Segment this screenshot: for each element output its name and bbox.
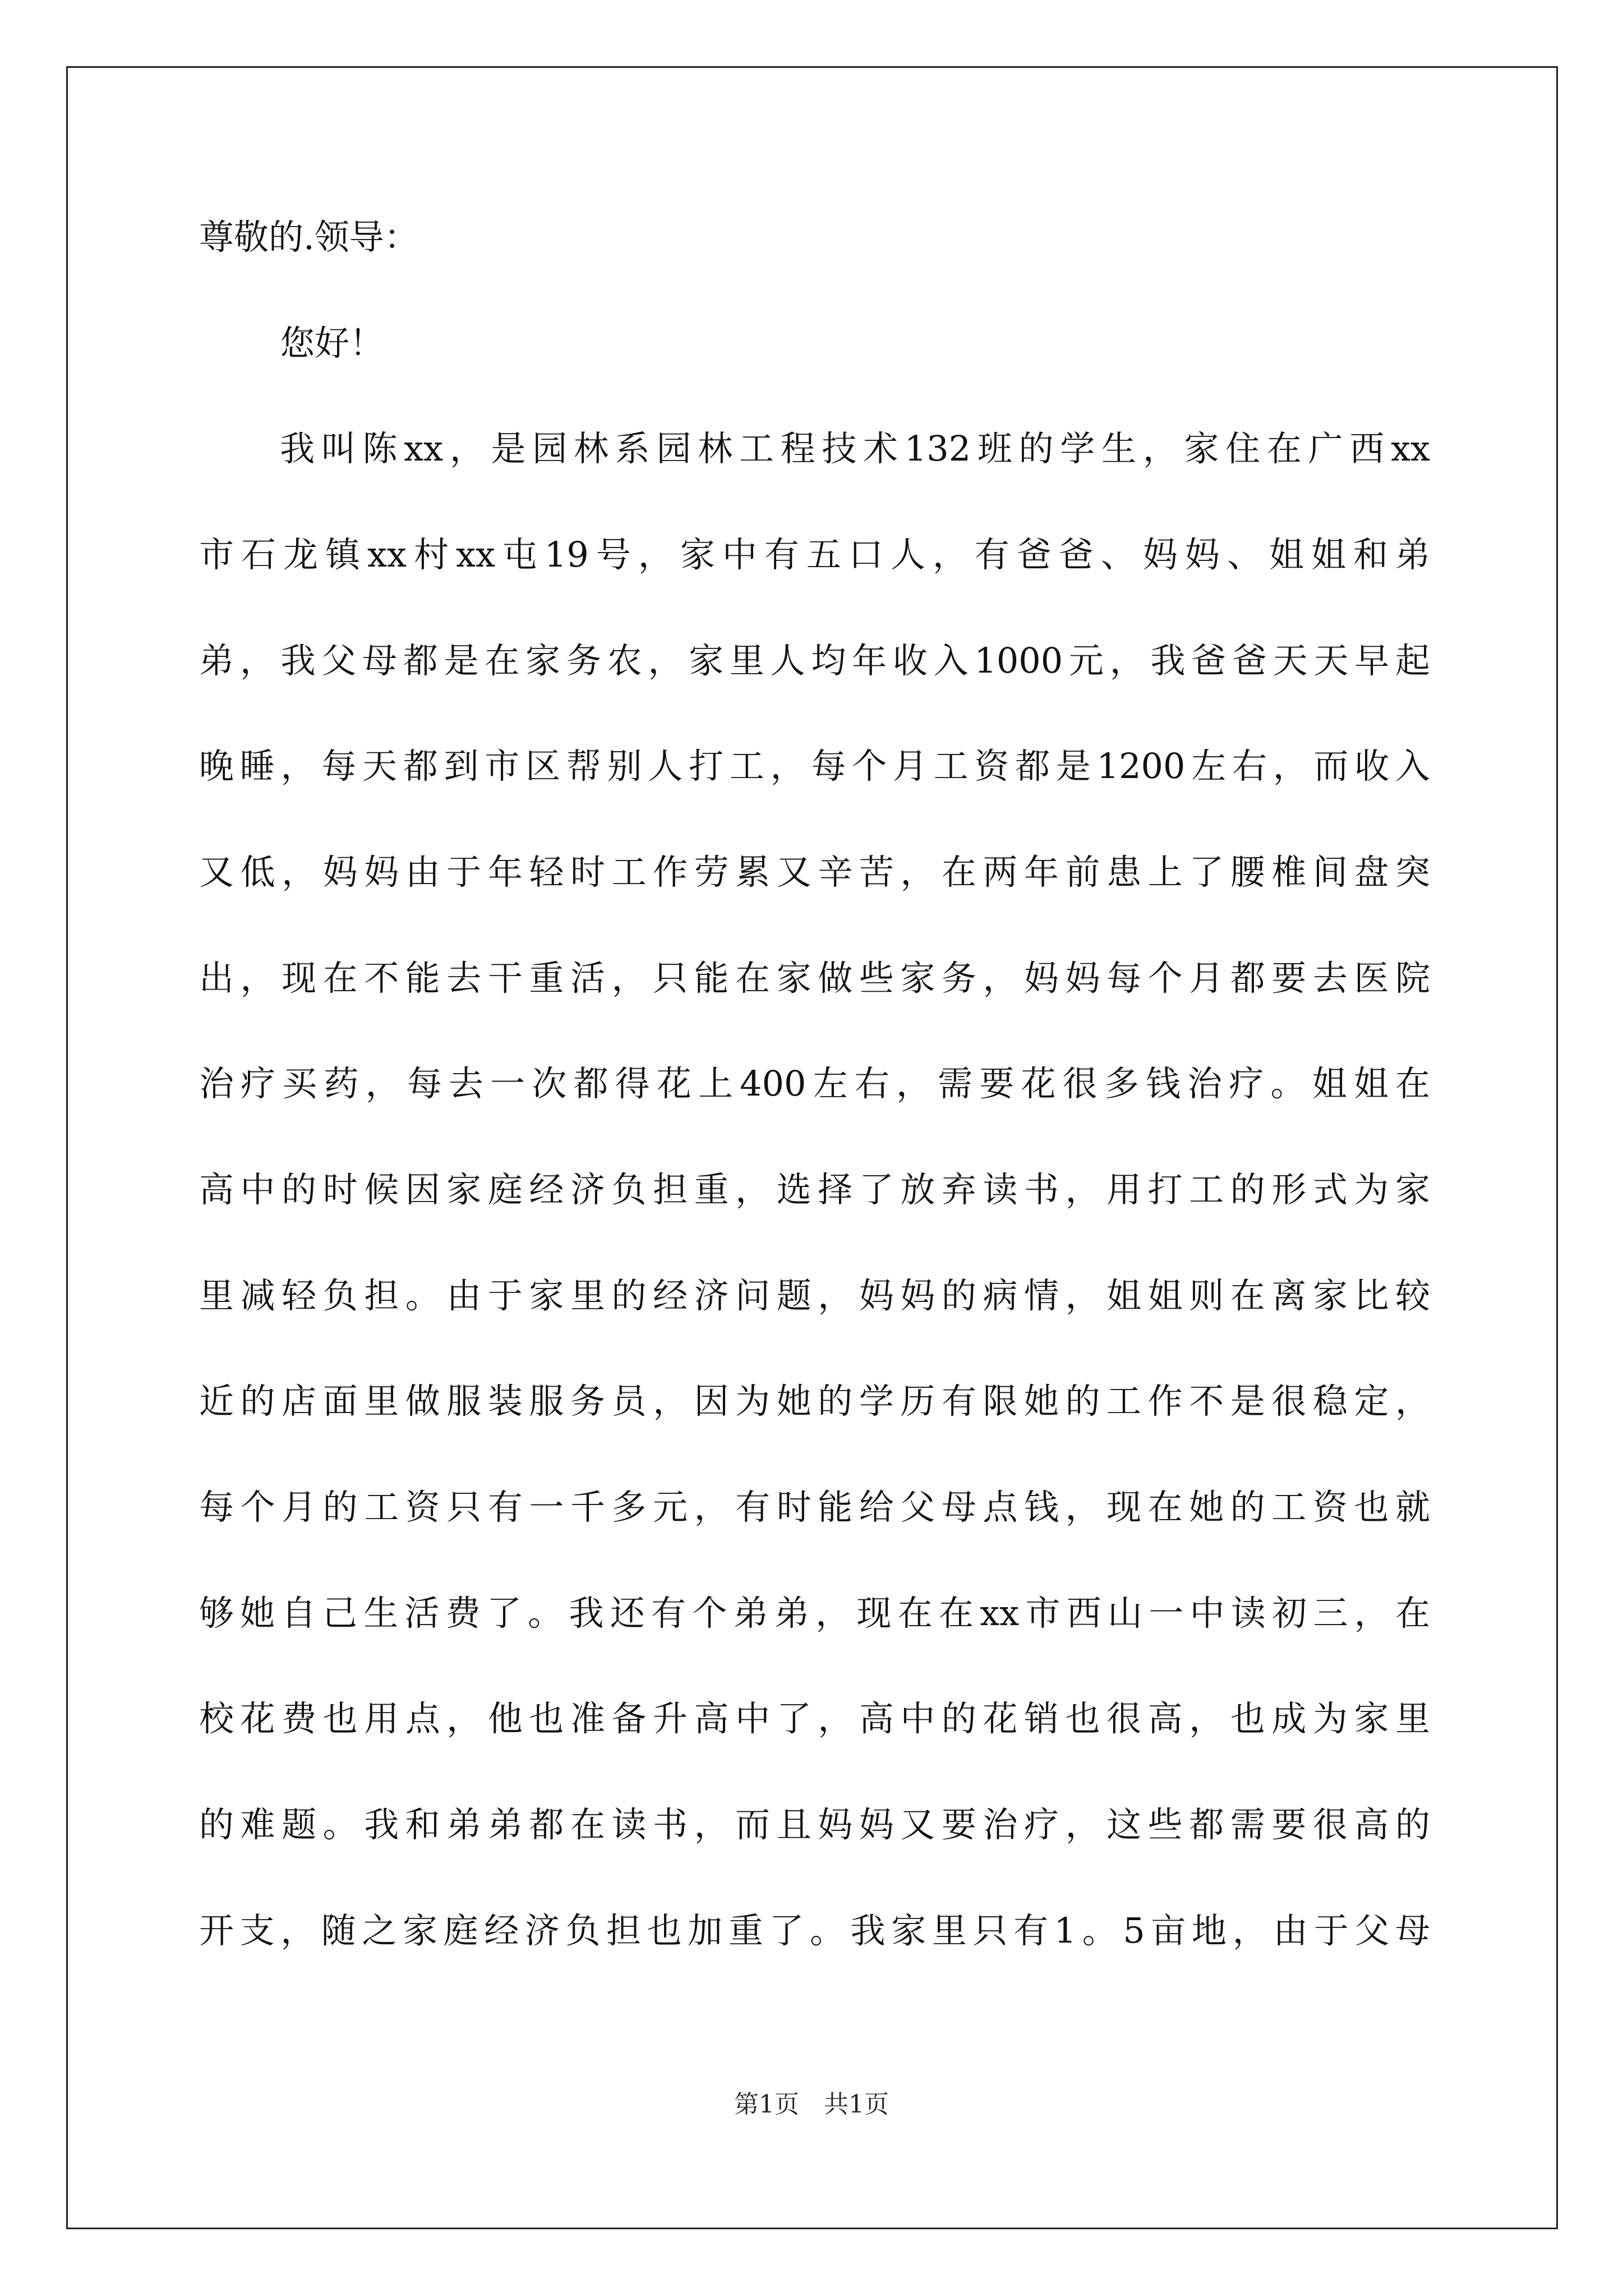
salutation: 尊敬的.领导：: [199, 217, 419, 257]
paragraph-line: 开支，随之家庭经济负担也加重了。我家里只有1。5亩地，由于父母: [199, 1910, 1430, 1951]
paragraph-line: 够她自己生活费了。我还有个弟弟，现在在xx市西山一中读初三，在: [199, 1593, 1430, 1634]
paragraph-line: 里减轻负担。由于家里的经济问题，妈妈的病情，姐姐则在离家比较: [199, 1275, 1430, 1316]
paragraph-line: 校花费也用点，他也准备升高中了，高中的花销也很高，也成为家里: [199, 1698, 1430, 1739]
greeting: 您好！: [280, 323, 385, 364]
paragraph-line: 每个月的工资只有一千多元，有时能给父母点钱，现在她的工资也就: [199, 1487, 1430, 1527]
paragraph-line: 我叫陈xx，是园林系园林工程技术132班的学生，家住在广西xx: [280, 428, 1430, 469]
paragraph-line: 的难题。我和弟弟都在读书，而且妈妈又要治疗，这些都需要很高的: [199, 1804, 1430, 1845]
paragraph-line: 市石龙镇xx村xx屯19号，家中有五口人，有爸爸、妈妈、姐姐和弟: [199, 534, 1430, 575]
paragraph-line: 晚睡，每天都到市区帮别人打工，每个月工资都是1200左右，而收入: [199, 746, 1430, 786]
paragraph-line: 又低，妈妈由于年轻时工作劳累又辛苦，在两年前患上了腰椎间盘突: [199, 852, 1430, 892]
page-number-footer: 第1页 共1页: [734, 2090, 889, 2119]
paragraph-line: 治疗买药，每去一次都得花上400左右，需要花很多钱治疗。姐姐在: [199, 1063, 1430, 1104]
paragraph-line: 近的店面里做服装服务员，因为她的学历有限她的工作不是很稳定，: [199, 1381, 1430, 1421]
paragraph-line: 出，现在不能去干重活，只能在家做些家务，妈妈每个月都要去医院: [199, 958, 1430, 999]
paragraph-line: 高中的时候因家庭经济负担重，选择了放弃读书，用打工的形式为家: [199, 1169, 1430, 1210]
paragraph-line: 弟，我父母都是在家务农，家里人均年收入1000元，我爸爸天天早起: [199, 640, 1430, 681]
